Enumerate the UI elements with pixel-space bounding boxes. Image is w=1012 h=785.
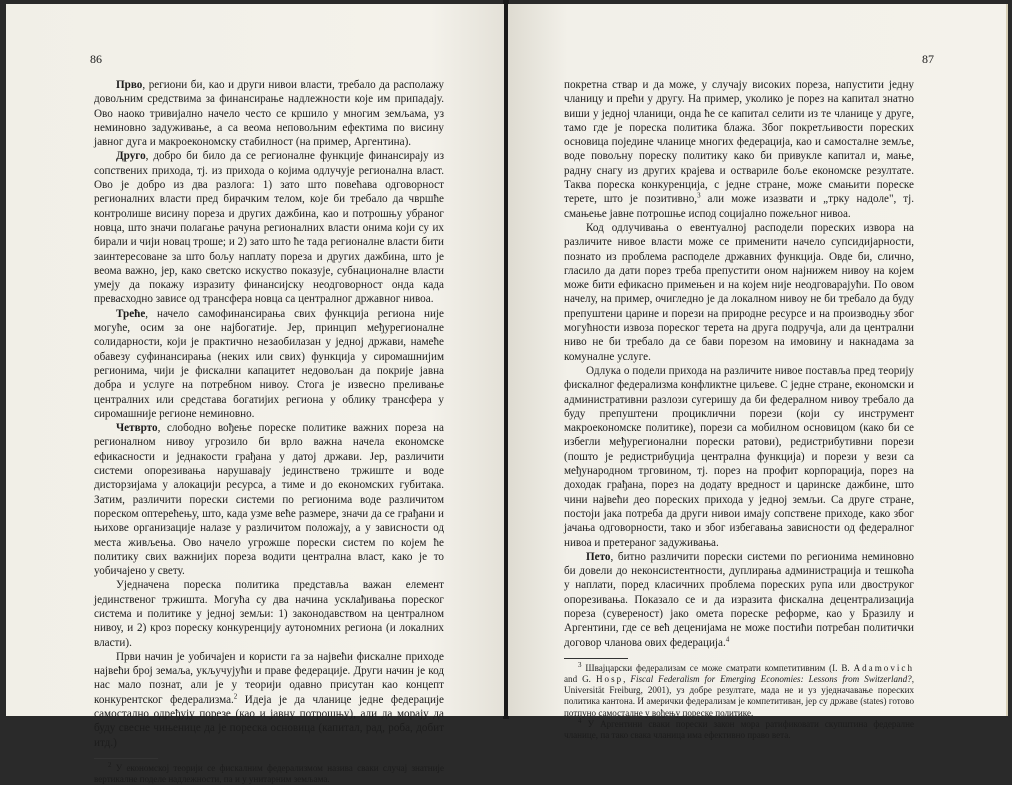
paragraph-lead: Треће (116, 307, 146, 320)
paragraph-text: , начело самофинансирања свих функција региона није могуће, осим за оне најбогатије. Јер, принцип међурегионалне солидарности, који је практично незаобилазан у једној држави, намеће обавезу суфинансирања (неких или свих) функција у сиромашнијим регионима, чији је фискални капацитет недовољан да покрије јавна добра и услуге на потребном нивоу. Стога је извесно преливање централних или средстава богатијих региона у облику трансфера у сиромашније регионе неминовно. (94, 307, 444, 420)
footnote-ref: 2 (233, 692, 238, 701)
paragraph (94, 307, 444, 421)
page-number: 87 (922, 52, 934, 66)
footnote-number: 3 (578, 660, 582, 669)
footnote-author: Hosp (595, 674, 624, 685)
paragraph (94, 421, 444, 578)
paragraph (94, 78, 444, 149)
paragraph (564, 221, 914, 364)
paragraph-text: Одлука о подели прихода на различите нивое поставља пред теорију фискалног федерализма конфликтне циљеве. С једне стране, економски и административни разлози сугеришу да би федералном нивоу требало да буду препуштени проциклични порези (који су инструмент макроекономске политике), порези са мобилном основицом (како би се избегли међурегионални порески ратови), редистрибутивни порези (пошто је редистрибуција централна функција) и порези у вези са међународном трговином, тј. порез на профит корпорација, порез на доходак грађана, порез на додату вредност и царинске дажбине, што чини највећи део пореских прихода у једној земљи. Са друге стране, постоји јака потреба да други нивои имају сопствене приходе, како због јачања одговорности, тако и због избегавања зависности од федералног нивоа и претераног задуживања. (564, 364, 914, 549)
paragraph-text: , битно различити порески системи по регионима неминовно би довели до неконсистентности, дуплирања администрација и тешкоћа у наплати, поред класичних проблема пореских рупа или двоструког опорезивања. Показало се и да изразита фискална децентрализација пореза (сувереност) јако омета пореске реформе, као у Бразилу и Аргентини, где се већ деценијама не може постићи потребан политички договор чланова ових федерација. (564, 550, 914, 649)
paragraph-text: Уједначена пореска политика представља важан елемент јединственог тржишта. Могућа су два начина усклађивања пореског система и политике у једној земљи: 1) законодавством на централном нивоу, и 2) кроз пореску конкуренцију аутономних региона (и локалних власти). (94, 579, 444, 649)
footnote-text: У економској теорији се фискалним федерализмом назива сваки случај знатније вертикалне поделе надлежности, па и у унитарним земљама. (94, 762, 444, 785)
paragraph-lead: Пето (586, 550, 611, 563)
footnote-ref: 3 (697, 191, 701, 200)
paragraph-text: , слободно вођење пореске политике важних пореза на регионалном нивоу угрозило би врло важна начела економске ефикасности и једнакости грађана у датој држави. Јер, различити системи опорезивања нарушавају јединствено тржиште и воде дисторзијама у алокацији ресурса, а тиме и до економских губитака. Затим, различити порески системи по регионима воде различитом пореском оптерећењу, што, када узме веће размере, значи да се грађани и њихове организације налазе у различитом положају, а у зависности од места живљења. Ово начело угрожше порески систем по којем ће политику свих важнијих пореза водити централна власт, како је то уобичајено у свету. (94, 422, 444, 578)
footnote (564, 660, 914, 719)
paragraph (94, 578, 444, 649)
footnote-text: and G. (564, 674, 596, 685)
paragraph-text: , добро би било да се регионалне функције финансирају из сопствених прихода, тј. из прихода о којима одлучује регионална власт. Ово је добро из два разлога: 1) зато што повећава одговорност регионалних власти пред бирачким телом, које би требало да чвршће контролише висину пореза и других дажбина, као и потрошњу убраног новца, што значи полагање рачуна регионалних власти онима који су их бирали и чији новац троше; и 2) зато што ће тада регионалне власти бити заинтересоване за што бољу наплату пореза и других дажбина, што је веома важно, јер, како светско искуство показује, субнационалне власти умеју да покажу изразиту финансијску неодговорност онда када превасходно зависе од трансфера новца са централног државног нивоа. (94, 150, 444, 306)
paragraph-lead: Прво (116, 79, 143, 91)
body-text (94, 78, 444, 785)
body-text (564, 78, 914, 741)
footnote-number: 4 (578, 716, 582, 725)
paragraph-text: Код одлучивања о евентуалној расподели пореских извора на различите нивое власти може се применити начело супсидијарности, познато из проблема расподеле државних функција. Овде би, слично, гласило да дати порез треба препустити оном најнижем нивоу на којем може бити ефикасно примењен и на којем није неодговарајући. По овом начелу, на пример, очигледно је да локалном нивоу не би требало да буду препуштени царине и порези на природне ресурсе и на производњу због могућности извоза пореског терета на друга подручја, али да централни ниво не би требало да се бави порезом на имовину и накнадама за комуналне услуге. (564, 221, 914, 363)
footnote-number: 2 (108, 760, 112, 769)
footnote-author: Adamovich (853, 662, 914, 673)
left-page (6, 4, 504, 785)
paragraph (94, 149, 444, 306)
footnote (94, 760, 444, 785)
footnote-ref: 4 (725, 634, 730, 643)
paragraph-text: Први начин је уобичајен и користи га за највећи фискалне приходе највећи број земаља, укључујући и праве федерације. Други начин је код нас мало познат, али је у теорији одавно присутан као концепт конкурентског федерализма. (94, 650, 444, 706)
footnote-rule (94, 758, 158, 759)
page-number: 86 (90, 52, 102, 66)
paragraph (564, 364, 914, 550)
paragraph (564, 550, 914, 650)
paragraph-text: , региони би, као и други нивои власти, требало да располажу довољним средствима за финансирање надлежности које им припадају. Ово наоко тривијално начело често се кршило у многим земљама, уз неминовно задуживање, а са веома неповољним ефектима по висину јавног дуга и макроекономску стабилност (на пример, Аргентина). (94, 79, 444, 149)
footnote (564, 716, 914, 741)
paragraph (564, 78, 914, 221)
footnote-title: , Fiscal Federalism for Emerging Economies: Lessons from Switzerland? (623, 674, 912, 685)
paragraph (94, 650, 444, 750)
paragraph-lead: Четврто (116, 422, 158, 435)
footnote-text: У Аргентини сваки порески закон мора ратификовати скупштина федералне чланице, па тако свака чланица има ефективно право вета. (564, 718, 914, 741)
footnote-text: , Universität Freiburg, 2001), уз добре резултате, мада не и уз уједначавање пореских политика кантона. И амерички федерализам је компетитиван, јер су државе (states) готово потпуно самосталне у вођењу пореске политике. (564, 674, 914, 718)
footnote-text: Швајцарски федерализам се може сматрати компетитивним (I. B. (581, 662, 854, 673)
footnote-rule (564, 658, 628, 659)
paragraph-lead: Друго (116, 150, 146, 163)
paragraph-text: али може изазвати и „трку надоле", тј. смањење јавне потрошње испод социјално пожељног нивоа. (564, 193, 914, 220)
paragraph-text: покретна ствар и да може, у случају високих пореза, напустити једну чланицу и прећи у другу. На пример, уколико је порез на капитал знатно виши у једној чланици, онда ће се капитал селити из те чланице у друге, тамо где је пореска политика блажа. Због покретљивости пореских основица поједине чланице многих федерација, као и самосталне земље, воде повољну пореску политику како би привукле капитал и, мање, радну снагу из других крајева и оствариле боље економске резултате. Таква пореска конкуренција, с једне стране, може смањити пореске терете, што је позитивно, (564, 79, 914, 206)
right-page (508, 4, 1006, 741)
paragraph-text: Идеја је да чланице једне федерације самостално одређују порезе (као и јавну потрошњу), али да морају да буду свесне чињенице да је пореска основица (капитал, рад, роба, добит итд.) (94, 693, 444, 749)
